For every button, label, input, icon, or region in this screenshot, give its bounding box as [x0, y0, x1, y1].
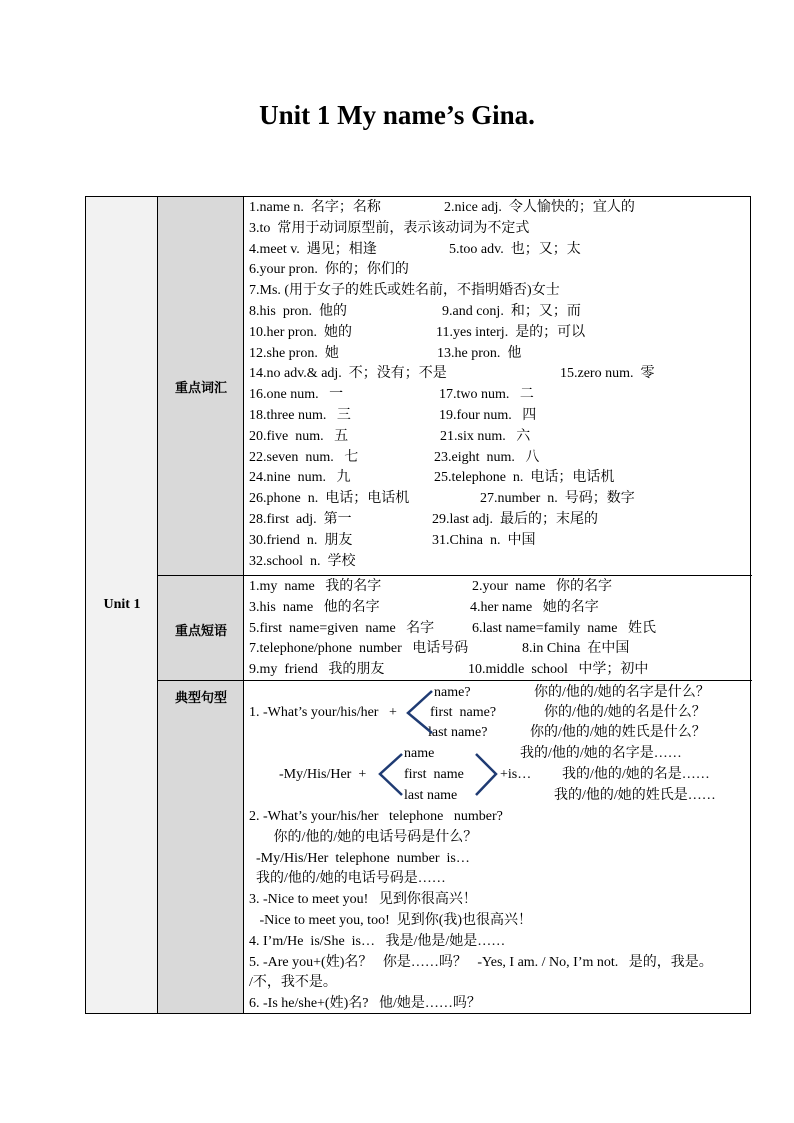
vocab-line [244, 510, 751, 530]
vocab-line [244, 240, 751, 260]
vocab-line [244, 323, 751, 343]
sentence-1-option: name? [434, 685, 471, 700]
sentence-line: 我的/他的/她的电话号码是…… [249, 871, 446, 887]
vocab-line [244, 406, 751, 426]
vocab-entry: 28.first adj. 第一 [249, 512, 352, 527]
phrase-line [244, 660, 751, 680]
phrase-entry: 6.last name=family name 姓氏 [472, 620, 657, 636]
vocab-line [244, 219, 751, 239]
vocab-entry: 31.China n. 中国 [432, 532, 536, 548]
phrase-entry: 7.telephone/phone number 电话号码 [249, 641, 469, 657]
sentence-1-answer-is: +is… [500, 767, 532, 782]
vocab-entry: 17.two num. 二 [439, 387, 534, 403]
vocab-entry: 20.five num. 五 [249, 428, 349, 444]
phrase-entry: 2.your name 你的名字 [472, 579, 612, 594]
vocab-entry: 12.she pron. 她 [249, 345, 339, 361]
sentence-1-answer-translation: 我的/他的/她的姓氏是…… [554, 788, 716, 803]
unit-label: Unit 1 [103, 597, 141, 612]
sentence-line: 5. -Are you+(姓)名？ 你是……吗？ -Yes, I am. / No, I’m not. 是的，我是。 [249, 954, 713, 970]
sentence-line: 3. -Nice to meet you! 见到你很高兴！ [249, 892, 477, 908]
vocab-entry: 32.school n. 学校 [249, 553, 356, 569]
vocab-entry: 29.last adj. 最后的；末尾的 [432, 512, 599, 527]
sentence-line: -My/His/Her telephone number is… [249, 850, 470, 866]
right-brace-shape [476, 754, 496, 795]
category-sentences: 典型句型 [174, 691, 227, 706]
vocab-entry: 22.seven num. 七 [249, 449, 359, 465]
sentence-1-answer-option: last name [404, 788, 458, 803]
phrase-entry: 10.middle school 中学；初中 [468, 662, 649, 678]
sentence-line: -Nice to meet you, too! 见到你(我)也很高兴！ [249, 913, 533, 928]
category-vocab: 重点词汇 [174, 381, 227, 396]
phrase-entry: 9.my friend 我的朋友 [249, 662, 385, 678]
vocab-line [244, 281, 751, 301]
vocab-entry: 30.friend n. 朋友 [249, 532, 353, 548]
phrase-entry: 8.in China 在中国 [522, 641, 630, 657]
vocab-entry: 5.too adv. 也；又；太 [449, 241, 581, 257]
vocab-entry: 26.phone n. 电话；电话机 [249, 491, 410, 507]
vocab-entry: 15.zero num. 零 [560, 366, 655, 382]
vocab-line [244, 260, 751, 280]
vocab-entry: 13.he pron. 他 [437, 345, 522, 361]
vocab-entry: 1.name n. 名字；名称 [249, 200, 381, 215]
vocab-line [244, 468, 751, 488]
vocab-entry: 19.four num. 四 [439, 408, 537, 423]
vocab-entry: 8.his pron. 他的 [249, 304, 347, 319]
page-title: Unit 1 My name’s Gina. [259, 100, 535, 130]
vocab-entry: 10.her pron. 她的 [249, 324, 353, 340]
vocab-entry: 23.eight num. 八 [434, 449, 540, 465]
vocab-line [244, 302, 751, 322]
vocab-entry: 14.no adv.& adj. 不；没有；不是 [249, 366, 447, 382]
sentence-line: 6. -Is he/she+(姓)名? 他/她是……吗？ [249, 996, 481, 1012]
vocab-entry: 3.to 常用于动词原型前，表示该动词为不定式 [249, 220, 530, 236]
phrase-entry: 5.first name=given name 名字 [249, 620, 435, 636]
vocab-entry: 27.number n. 号码；数字 [480, 491, 635, 507]
phrase-entry: 3.his name 他的名字 [249, 599, 380, 615]
phrase-line [244, 577, 751, 597]
phrase-line [244, 639, 751, 659]
left-brace-shape [408, 691, 432, 733]
sentence-1-question: 1. -What’s your/his/her + [249, 705, 397, 720]
vocab-entry: 7.Ms. (用于女子的姓氏或姓名前，不指明婚否)女士 [249, 283, 560, 299]
vocab-line [244, 427, 751, 447]
left-brace-shape [380, 754, 402, 795]
sentence-line: /不，我不是。 [249, 975, 337, 991]
vocab-entry: 18.three num. 三 [249, 408, 351, 423]
vocab-line [244, 489, 751, 509]
vocab-line [244, 344, 751, 364]
vocab-line [244, 448, 751, 468]
sentence-line: 你的/他的/她的电话号码是什么？ [249, 829, 478, 845]
sentence-line: 2. -What’s your/his/her telephone number? [249, 809, 503, 824]
vocab-line [244, 198, 751, 218]
phrase-entry: 1.my name 我的名字 [249, 579, 382, 594]
sentence-1-translation: 你的/他的/她的名是什么？ [544, 705, 706, 720]
sentence-1-answer-translation: 我的/他的/她的名字是…… [520, 746, 682, 761]
vocab-entry: 25.telephone n. 电话；电话机 [434, 470, 615, 486]
sentence-1-option: last name? [428, 725, 488, 740]
vocab-entry: 16.one num. 一 [249, 387, 344, 403]
phrase-line [244, 619, 751, 639]
vocab-line [244, 364, 751, 384]
bracket-lines [244, 681, 751, 821]
sentence-1-answer: -My/His/Her + [279, 767, 367, 782]
sentence-1-option: first name? [430, 705, 497, 720]
sentence-1-translation: 你的/他的/她的名字是什么？ [534, 685, 710, 700]
vocab-line [244, 552, 751, 572]
sentence-1-answer-option: first name [404, 767, 464, 782]
vocab-entry: 11.yes interj. 是的；可以 [436, 324, 586, 340]
sentence-line: 4. I’m/He is/She is… 我是/他是/她是…… [249, 933, 506, 949]
vocab-entry: 6.your pron. 你的；你们的 [249, 262, 409, 278]
phrase-entry: 4.her name 她的名字 [470, 599, 599, 615]
vocab-entry: 24.nine num. 九 [249, 470, 351, 486]
category-column [158, 197, 244, 1013]
row-divider [158, 575, 752, 576]
vocab-line [244, 531, 751, 551]
sentence-1-answer-option: name [404, 746, 435, 761]
sentences-cell [244, 681, 751, 1014]
sentence-1-answer-translation: 我的/他的/她的名是…… [562, 767, 710, 782]
vocab-entry: 4.meet v. 遇见；相逢 [249, 241, 377, 257]
phrase-line [244, 598, 751, 618]
vocab-entry: 9.and conj. 和；又；而 [442, 304, 581, 319]
vocab-line [244, 385, 751, 405]
vocab-entry: 2.nice adj. 令人愉快的；宜人的 [444, 200, 635, 215]
unit-summary-table [85, 196, 751, 1014]
category-phrases: 重点短语 [174, 624, 227, 639]
vocab-entry: 21.six num. 六 [440, 428, 531, 444]
sentence-1-translation: 你的/他的/她的姓氏是什么？ [530, 725, 706, 740]
